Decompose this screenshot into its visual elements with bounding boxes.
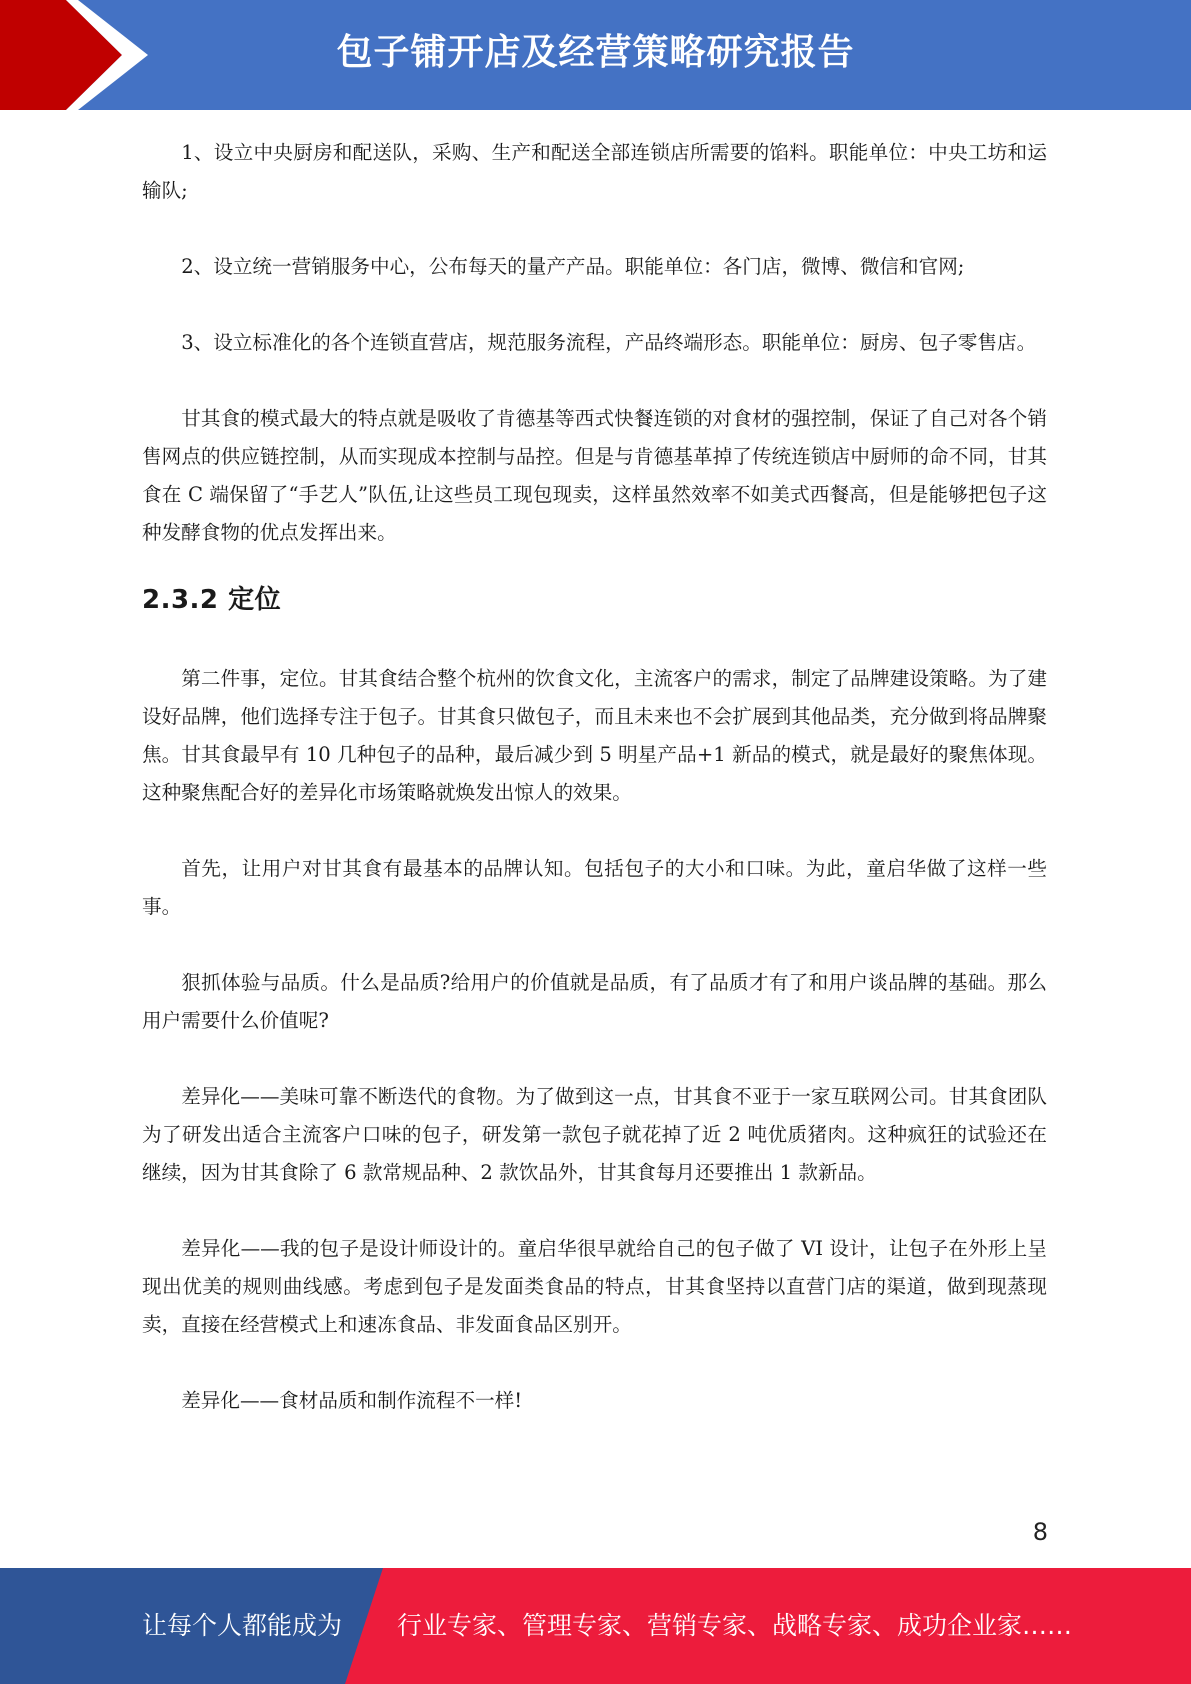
page-header [0,0,1191,110]
header-red-chevron [0,0,150,110]
paragraph: 3、设立标准化的各个连锁直营店，规范服务流程，产品终端形态。职能单位：厨房、包子零售店。 [181,331,1037,354]
paragraph: 甘其食的模式最大的特点就是吸收了肯德基等西式快餐连锁的对食材的强控制，保证了自己对各个销售网点的供应链控制，从而实现成本控制与品控。但是与肯德基革掉了传统连锁店中厨师的命不同，甘其食在 C 端保留了“手艺人”队伍,让这些员工现包现卖，这样虽然效率不如美式西餐高，但是能够把包子这种发酵食物的优点发挥出来。 [142,407,1047,544]
paragraph: 第二件事，定位。甘其食结合整个杭州的饮食文化，主流客户的需求，制定了品牌建设策略。为了建设好品牌，他们选择专注于包子。甘其食只做包子，而且未来也不会扩展到其他品类，充分做到将品牌聚焦。甘其食最早有 10 几种包子的品种，最后减少到 5 明星产品+1 新品的模式，就是最好的聚焦体现。这种聚焦配合好的差异化市场策略就焕发出惊人的效果。 [142,667,1047,804]
section-heading: 2.3.2 定位 [142,585,282,615]
paragraph: 首先，让用户对甘其食有最基本的品牌认知。包括包子的大小和口味。为此，童启华做了这样一些事。 [142,857,1047,918]
paragraph: 差异化——食材品质和制作流程不一样! [181,1389,523,1412]
paragraph: 2、设立统一营销服务中心，公布每天的量产产品。职能单位：各门店，微博、微信和官网; [181,255,965,278]
footer-slogan-left: 让每个人都能成为 [142,1611,343,1640]
page-footer [0,1568,1191,1684]
paragraph: 差异化——美味可靠不断迭代的食物。为了做到这一点，甘其食不亚于一家互联网公司。甘其食团队为了研发出适合主流客户口味的包子，研发第一款包子就花掉了近 2 吨优质猪肉。这种疯狂的试验还在继续，因为甘其食除了 6 款常规品种、2 款饮品外，甘其食每月还要推出 1 款新品。 [142,1085,1047,1184]
document-title: 包子铺开店及经营策略研究报告 [336,32,855,73]
paragraph: 狠抓体验与品质。什么是品质?给用户的价值就是品质，有了品质才有了和用户谈品牌的基础。那么用户需要什么价值呢? [142,971,1047,1032]
document-body [142,134,1047,1420]
paragraph: 1、设立中央厨房和配送队，采购、生产和配送全部连锁店所需要的馅料。职能单位：中央工坊和运输队; [142,141,1047,202]
footer-slogan-right: 行业专家、管理专家、营销专家、战略专家、成功企业家…… [397,1611,1073,1640]
paragraph: 差异化——我的包子是设计师设计的。童启华很早就给自己的包子做了 VI 设计，让包子在外形上呈现出优美的规则曲线感。考虑到包子是发面类食品的特点，甘其食坚持以直营门店的渠道，做到现蒸现卖，直接在经营模式上和速冻食品、非发面食品区别开。 [142,1237,1047,1336]
page-number: 8 [1032,1518,1048,1546]
